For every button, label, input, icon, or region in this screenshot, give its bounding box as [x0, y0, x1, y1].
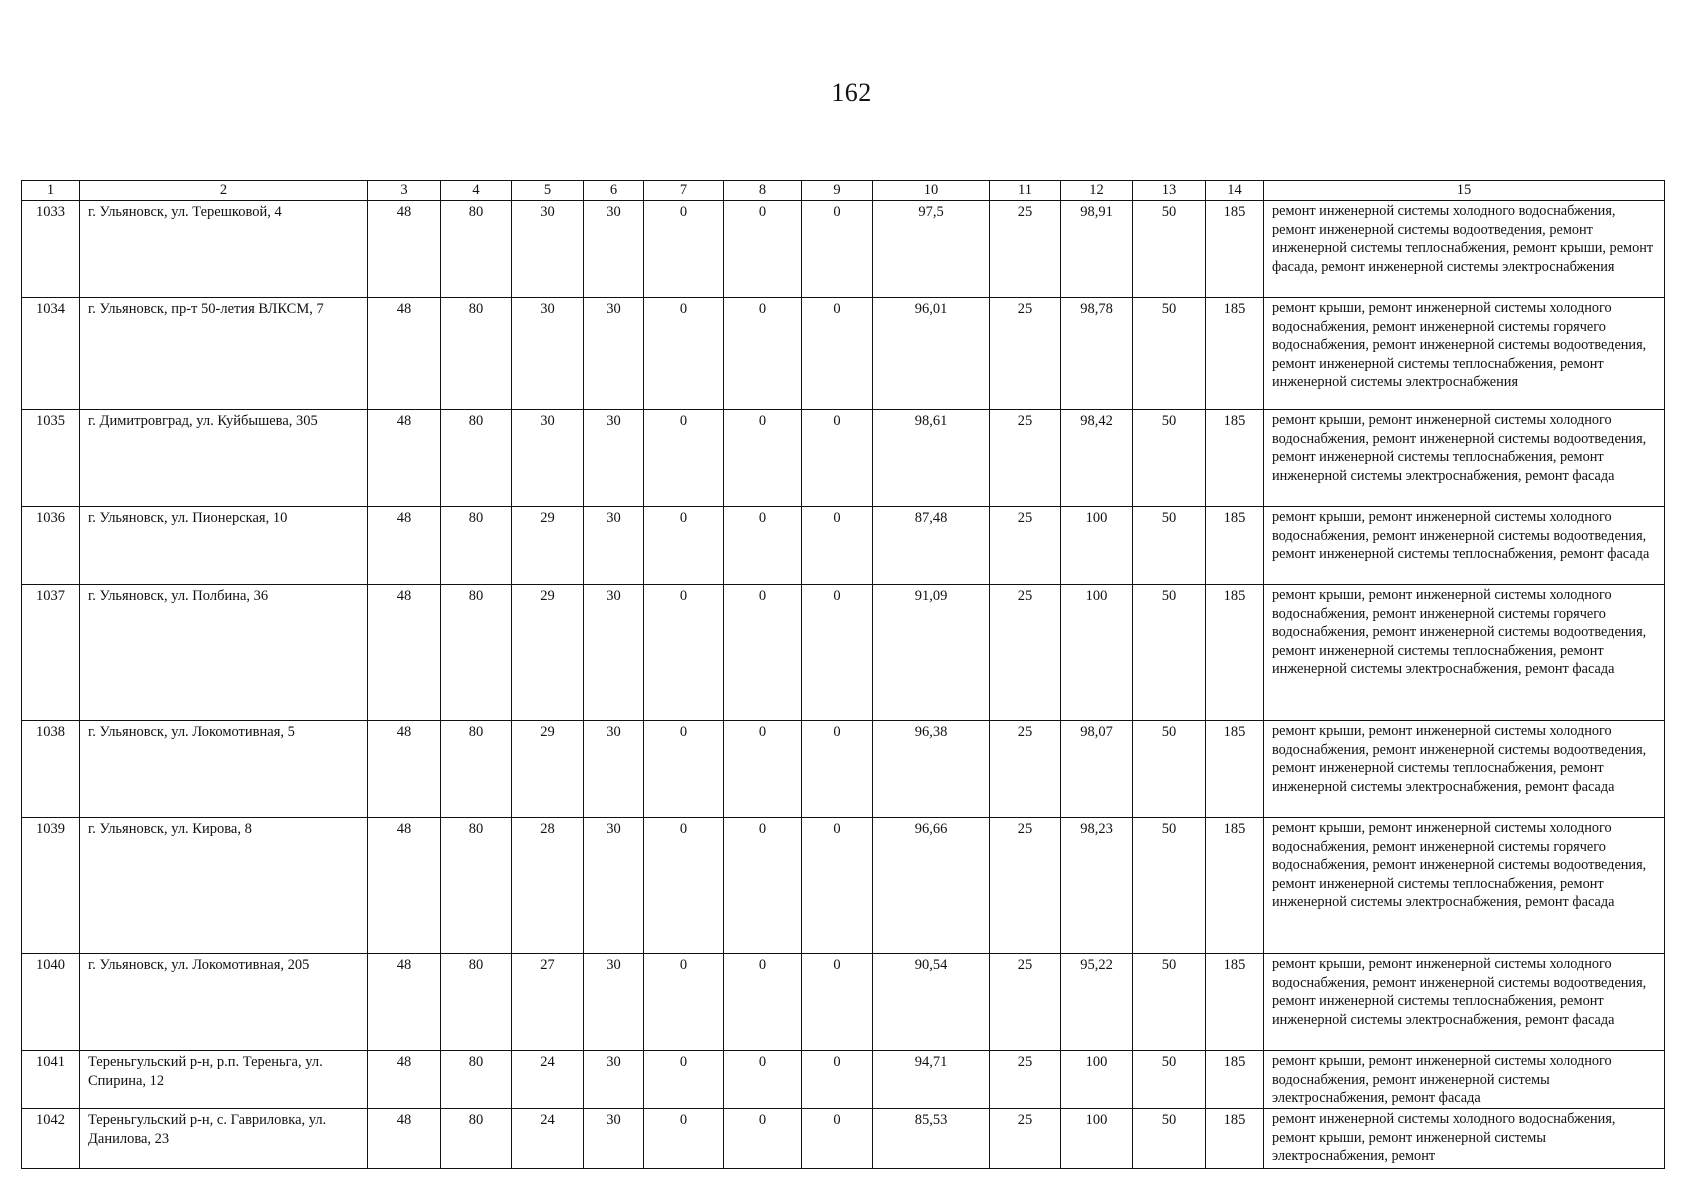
page-number: 162	[831, 78, 872, 107]
value-cell-col-10: 94,71	[873, 1051, 990, 1109]
value-cell-col-5: 30	[512, 410, 584, 507]
value-cell-col-14: 185	[1206, 818, 1264, 954]
value-cell-col-14: 185	[1206, 1051, 1264, 1109]
row-number-cell: 1042	[22, 1109, 80, 1169]
value-cell-col-6: 30	[584, 721, 644, 818]
value-cell-col-14: 185	[1206, 721, 1264, 818]
value-cell-col-3: 48	[368, 410, 441, 507]
repair-works-cell: ремонт крыши, ремонт инженерной системы холодного водоснабжения, ремонт инженерной системы водоотведения, ремонт инженерной системы теплоснабжения, ремонт фасада	[1264, 507, 1665, 585]
value-cell-col-5: 28	[512, 818, 584, 954]
column-header-2: 2	[80, 181, 368, 201]
value-cell-col-4: 80	[441, 954, 512, 1051]
value-cell-col-3: 48	[368, 585, 441, 721]
value-cell-col-3: 48	[368, 1051, 441, 1109]
value-cell-col-10: 98,61	[873, 410, 990, 507]
value-cell-col-6: 30	[584, 1051, 644, 1109]
value-cell-col-8: 0	[724, 818, 802, 954]
value-cell-col-10: 96,01	[873, 298, 990, 410]
table-row	[22, 201, 1665, 298]
repair-works-cell: ремонт инженерной системы холодного водоснабжения, ремонт крыши, ремонт инженерной системы электроснабжения, ремонт	[1264, 1109, 1665, 1169]
value-cell-col-5: 24	[512, 1051, 584, 1109]
value-cell-col-8: 0	[724, 298, 802, 410]
value-cell-col-6: 30	[584, 298, 644, 410]
value-cell-col-7: 0	[644, 585, 724, 721]
column-header-15: 15	[1264, 181, 1665, 201]
table-row	[22, 1051, 1665, 1109]
value-cell-col-9: 0	[802, 954, 873, 1051]
address-cell: Тереньгульский р-н, с. Гавриловка, ул. Данилова, 23	[80, 1109, 368, 1169]
column-header-5: 5	[512, 181, 584, 201]
value-cell-col-14: 185	[1206, 954, 1264, 1051]
row-number-cell: 1039	[22, 818, 80, 954]
value-cell-col-9: 0	[802, 721, 873, 818]
column-header-12: 12	[1061, 181, 1133, 201]
value-cell-col-9: 0	[802, 585, 873, 721]
row-number-cell: 1034	[22, 298, 80, 410]
value-cell-col-13: 50	[1133, 818, 1206, 954]
value-cell-col-14: 185	[1206, 1109, 1264, 1169]
value-cell-col-11: 25	[990, 1051, 1061, 1109]
value-cell-col-5: 29	[512, 507, 584, 585]
value-cell-col-10: 97,5	[873, 201, 990, 298]
value-cell-col-14: 185	[1206, 298, 1264, 410]
row-number-cell: 1038	[22, 721, 80, 818]
value-cell-col-9: 0	[802, 298, 873, 410]
value-cell-col-5: 30	[512, 298, 584, 410]
value-cell-col-5: 29	[512, 721, 584, 818]
value-cell-col-10: 90,54	[873, 954, 990, 1051]
value-cell-col-8: 0	[724, 954, 802, 1051]
value-cell-col-13: 50	[1133, 507, 1206, 585]
row-number-cell: 1035	[22, 410, 80, 507]
row-number-cell: 1041	[22, 1051, 80, 1109]
address-cell: г. Ульяновск, ул. Кирова, 8	[80, 818, 368, 954]
value-cell-col-6: 30	[584, 818, 644, 954]
value-cell-col-5: 27	[512, 954, 584, 1051]
table-row	[22, 585, 1665, 721]
table-row	[22, 298, 1665, 410]
table-row	[22, 954, 1665, 1051]
value-cell-col-4: 80	[441, 1109, 512, 1169]
value-cell-col-8: 0	[724, 585, 802, 721]
value-cell-col-7: 0	[644, 721, 724, 818]
value-cell-col-4: 80	[441, 298, 512, 410]
value-cell-col-12: 98,91	[1061, 201, 1133, 298]
address-cell: г. Ульяновск, ул. Пионерская, 10	[80, 507, 368, 585]
value-cell-col-3: 48	[368, 818, 441, 954]
value-cell-col-9: 0	[802, 410, 873, 507]
value-cell-col-9: 0	[802, 1051, 873, 1109]
value-cell-col-6: 30	[584, 410, 644, 507]
value-cell-col-12: 98,23	[1061, 818, 1133, 954]
value-cell-col-10: 85,53	[873, 1109, 990, 1169]
address-cell: г. Ульяновск, ул. Локомотивная, 5	[80, 721, 368, 818]
value-cell-col-7: 0	[644, 507, 724, 585]
value-cell-col-12: 100	[1061, 1051, 1133, 1109]
column-header-13: 13	[1133, 181, 1206, 201]
value-cell-col-4: 80	[441, 1051, 512, 1109]
value-cell-col-14: 185	[1206, 410, 1264, 507]
address-cell: Тереньгульский р-н, р.п. Тереньга, ул. Спирина, 12	[80, 1051, 368, 1109]
value-cell-col-4: 80	[441, 410, 512, 507]
value-cell-col-8: 0	[724, 410, 802, 507]
value-cell-col-11: 25	[990, 954, 1061, 1051]
repair-table-container	[21, 180, 1664, 1169]
repair-works-cell: ремонт крыши, ремонт инженерной системы холодного водоснабжения, ремонт инженерной системы водоотведения, ремонт инженерной системы теплоснабжения, ремонт инженерной системы электроснабжения, ремонт фасада	[1264, 954, 1665, 1051]
value-cell-col-11: 25	[990, 201, 1061, 298]
value-cell-col-13: 50	[1133, 954, 1206, 1051]
value-cell-col-7: 0	[644, 954, 724, 1051]
value-cell-col-12: 98,07	[1061, 721, 1133, 818]
repair-works-cell: ремонт крыши, ремонт инженерной системы холодного водоснабжения, ремонт инженерной системы электроснабжения, ремонт фасада	[1264, 1051, 1665, 1109]
value-cell-col-8: 0	[724, 507, 802, 585]
value-cell-col-9: 0	[802, 507, 873, 585]
table-row	[22, 721, 1665, 818]
value-cell-col-11: 25	[990, 298, 1061, 410]
value-cell-col-11: 25	[990, 410, 1061, 507]
value-cell-col-8: 0	[724, 201, 802, 298]
value-cell-col-7: 0	[644, 1109, 724, 1169]
value-cell-col-10: 96,38	[873, 721, 990, 818]
repair-table	[21, 180, 1665, 1169]
value-cell-col-3: 48	[368, 1109, 441, 1169]
value-cell-col-4: 80	[441, 201, 512, 298]
value-cell-col-8: 0	[724, 721, 802, 818]
row-number-cell: 1036	[22, 507, 80, 585]
value-cell-col-7: 0	[644, 201, 724, 298]
value-cell-col-10: 87,48	[873, 507, 990, 585]
address-cell: г. Ульяновск, ул. Локомотивная, 205	[80, 954, 368, 1051]
value-cell-col-13: 50	[1133, 1109, 1206, 1169]
value-cell-col-12: 100	[1061, 585, 1133, 721]
value-cell-col-10: 91,09	[873, 585, 990, 721]
table-header-row	[22, 181, 1665, 201]
value-cell-col-8: 0	[724, 1109, 802, 1169]
value-cell-col-3: 48	[368, 298, 441, 410]
column-header-8: 8	[724, 181, 802, 201]
repair-works-cell: ремонт крыши, ремонт инженерной системы холодного водоснабжения, ремонт инженерной системы водоотведения, ремонт инженерной системы теплоснабжения, ремонт инженерной системы электроснабжения, ремонт фасада	[1264, 721, 1665, 818]
value-cell-col-13: 50	[1133, 298, 1206, 410]
value-cell-col-8: 0	[724, 1051, 802, 1109]
value-cell-col-3: 48	[368, 721, 441, 818]
value-cell-col-11: 25	[990, 585, 1061, 721]
value-cell-col-14: 185	[1206, 507, 1264, 585]
repair-works-cell: ремонт инженерной системы холодного водоснабжения, ремонт инженерной системы водоотведения, ремонт инженерной системы теплоснабжения, ремонт крыши, ремонт фасада, ремонт инженерной системы электроснабжения	[1264, 201, 1665, 298]
repair-works-cell: ремонт крыши, ремонт инженерной системы холодного водоснабжения, ремонт инженерной системы горячего водоснабжения, ремонт инженерной системы водоотведения, ремонт инженерной системы теплоснабжения, ремонт инженерной системы электроснабжения, ремонт фасада	[1264, 818, 1665, 954]
repair-works-cell: ремонт крыши, ремонт инженерной системы холодного водоснабжения, ремонт инженерной системы горячего водоснабжения, ремонт инженерной системы водоотведения, ремонт инженерной системы теплоснабжения, ремонт инженерной системы электроснабжения	[1264, 298, 1665, 410]
table-row	[22, 818, 1665, 954]
table-row	[22, 507, 1665, 585]
column-header-14: 14	[1206, 181, 1264, 201]
table-body	[22, 201, 1665, 1169]
value-cell-col-6: 30	[584, 1109, 644, 1169]
value-cell-col-10: 96,66	[873, 818, 990, 954]
value-cell-col-9: 0	[802, 1109, 873, 1169]
value-cell-col-11: 25	[990, 507, 1061, 585]
value-cell-col-6: 30	[584, 954, 644, 1051]
address-cell: г. Димитровград, ул. Куйбышева, 305	[80, 410, 368, 507]
value-cell-col-4: 80	[441, 721, 512, 818]
value-cell-col-12: 98,42	[1061, 410, 1133, 507]
value-cell-col-5: 29	[512, 585, 584, 721]
value-cell-col-12: 98,78	[1061, 298, 1133, 410]
column-header-3: 3	[368, 181, 441, 201]
row-number-cell: 1040	[22, 954, 80, 1051]
address-cell: г. Ульяновск, пр-т 50-летия ВЛКСМ, 7	[80, 298, 368, 410]
value-cell-col-7: 0	[644, 410, 724, 507]
value-cell-col-11: 25	[990, 1109, 1061, 1169]
column-header-4: 4	[441, 181, 512, 201]
column-header-9: 9	[802, 181, 873, 201]
value-cell-col-3: 48	[368, 507, 441, 585]
value-cell-col-12: 100	[1061, 507, 1133, 585]
table-row	[22, 410, 1665, 507]
value-cell-col-7: 0	[644, 1051, 724, 1109]
row-number-cell: 1033	[22, 201, 80, 298]
value-cell-col-13: 50	[1133, 201, 1206, 298]
value-cell-col-12: 95,22	[1061, 954, 1133, 1051]
column-header-10: 10	[873, 181, 990, 201]
value-cell-col-14: 185	[1206, 201, 1264, 298]
value-cell-col-11: 25	[990, 818, 1061, 954]
value-cell-col-7: 0	[644, 298, 724, 410]
value-cell-col-4: 80	[441, 507, 512, 585]
row-number-cell: 1037	[22, 585, 80, 721]
column-header-7: 7	[644, 181, 724, 201]
column-header-6: 6	[584, 181, 644, 201]
value-cell-col-7: 0	[644, 818, 724, 954]
address-cell: г. Ульяновск, ул. Полбина, 36	[80, 585, 368, 721]
value-cell-col-4: 80	[441, 585, 512, 721]
value-cell-col-6: 30	[584, 507, 644, 585]
value-cell-col-13: 50	[1133, 721, 1206, 818]
value-cell-col-11: 25	[990, 721, 1061, 818]
column-header-11: 11	[990, 181, 1061, 201]
value-cell-col-14: 185	[1206, 585, 1264, 721]
value-cell-col-3: 48	[368, 954, 441, 1051]
repair-works-cell: ремонт крыши, ремонт инженерной системы холодного водоснабжения, ремонт инженерной системы водоотведения, ремонт инженерной системы теплоснабжения, ремонт инженерной системы электроснабжения, ремонт фасада	[1264, 410, 1665, 507]
value-cell-col-6: 30	[584, 201, 644, 298]
value-cell-col-5: 24	[512, 1109, 584, 1169]
column-header-1: 1	[22, 181, 80, 201]
value-cell-col-9: 0	[802, 201, 873, 298]
table-row	[22, 1109, 1665, 1169]
repair-works-cell: ремонт крыши, ремонт инженерной системы холодного водоснабжения, ремонт инженерной системы горячего водоснабжения, ремонт инженерной системы водоотведения, ремонт инженерной системы теплоснабжения, ремонт инженерной системы электроснабжения, ремонт фасада	[1264, 585, 1665, 721]
value-cell-col-12: 100	[1061, 1109, 1133, 1169]
value-cell-col-9: 0	[802, 818, 873, 954]
value-cell-col-13: 50	[1133, 410, 1206, 507]
value-cell-col-13: 50	[1133, 585, 1206, 721]
value-cell-col-5: 30	[512, 201, 584, 298]
value-cell-col-4: 80	[441, 818, 512, 954]
address-cell: г. Ульяновск, ул. Терешковой, 4	[80, 201, 368, 298]
value-cell-col-3: 48	[368, 201, 441, 298]
value-cell-col-6: 30	[584, 585, 644, 721]
value-cell-col-13: 50	[1133, 1051, 1206, 1109]
